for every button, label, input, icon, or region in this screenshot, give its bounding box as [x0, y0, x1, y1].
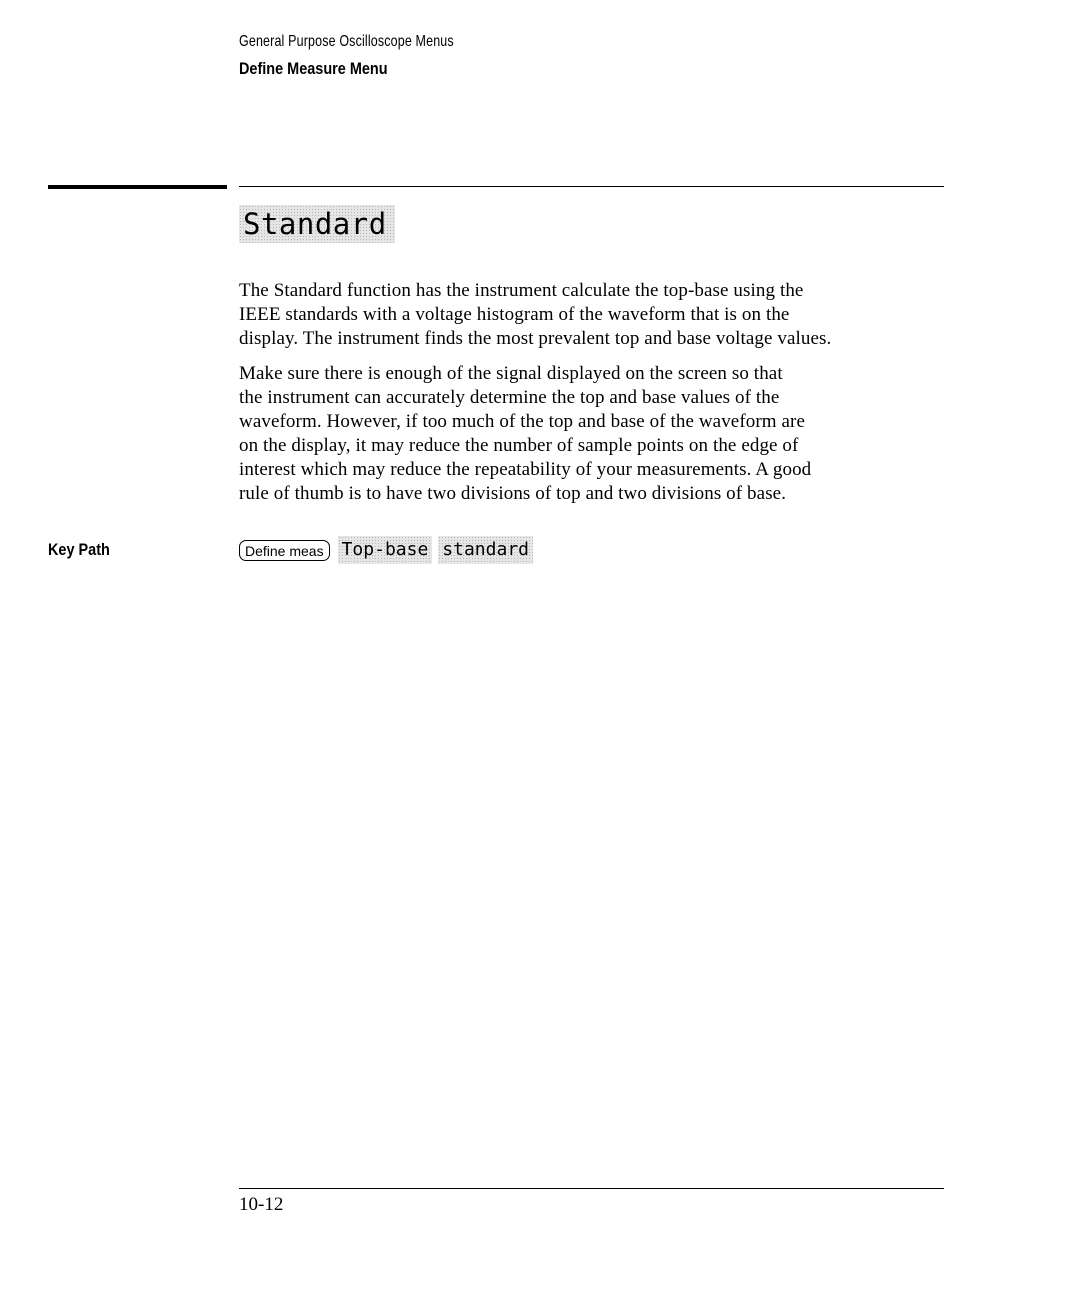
key-path: [239, 535, 533, 565]
top-base-softkey: Top-base: [338, 536, 433, 564]
text-line: The Standard function has the instrument calculate the top-base using the: [239, 280, 804, 301]
section-rule: [239, 186, 944, 187]
page-title: Standard: [239, 205, 395, 243]
text-line: Make sure there is enough of the signal displayed on the screen so that: [239, 363, 783, 384]
text-line: waveform. However, if too much of the top and base of the waveform are: [239, 411, 806, 432]
footer-rule: [239, 1188, 944, 1189]
text-line: rule of thumb is to have two divisions of top and two divisions of base.: [239, 483, 787, 504]
define-meas-key: Define meas: [239, 540, 330, 561]
body-text: [239, 279, 951, 517]
text-line: display. The instrument finds the most prevalent top and base voltage values.: [239, 328, 832, 349]
standard-softkey: standard: [438, 536, 533, 564]
text-line: IEEE standards with a voltage histogram of the waveform that is on the: [239, 304, 790, 325]
text-line: the instrument can accurately determine the top and base values of the: [239, 387, 780, 408]
chapter-title: General Purpose Oscilloscope Menus: [239, 33, 454, 50]
running-header: [239, 32, 939, 79]
section-title-header: Define Measure Menu: [239, 59, 388, 78]
text-line: interest which may reduce the repeatability of your measurements. A good: [239, 459, 812, 480]
page-number: 10-12: [239, 1194, 284, 1215]
key-path-label: Key Path: [48, 540, 110, 559]
text-line: on the display, it may reduce the number of sample points on the edge of: [239, 435, 799, 456]
margin-rule: [48, 185, 227, 189]
paragraph-1: [239, 279, 951, 351]
paragraph-2: [239, 362, 951, 506]
